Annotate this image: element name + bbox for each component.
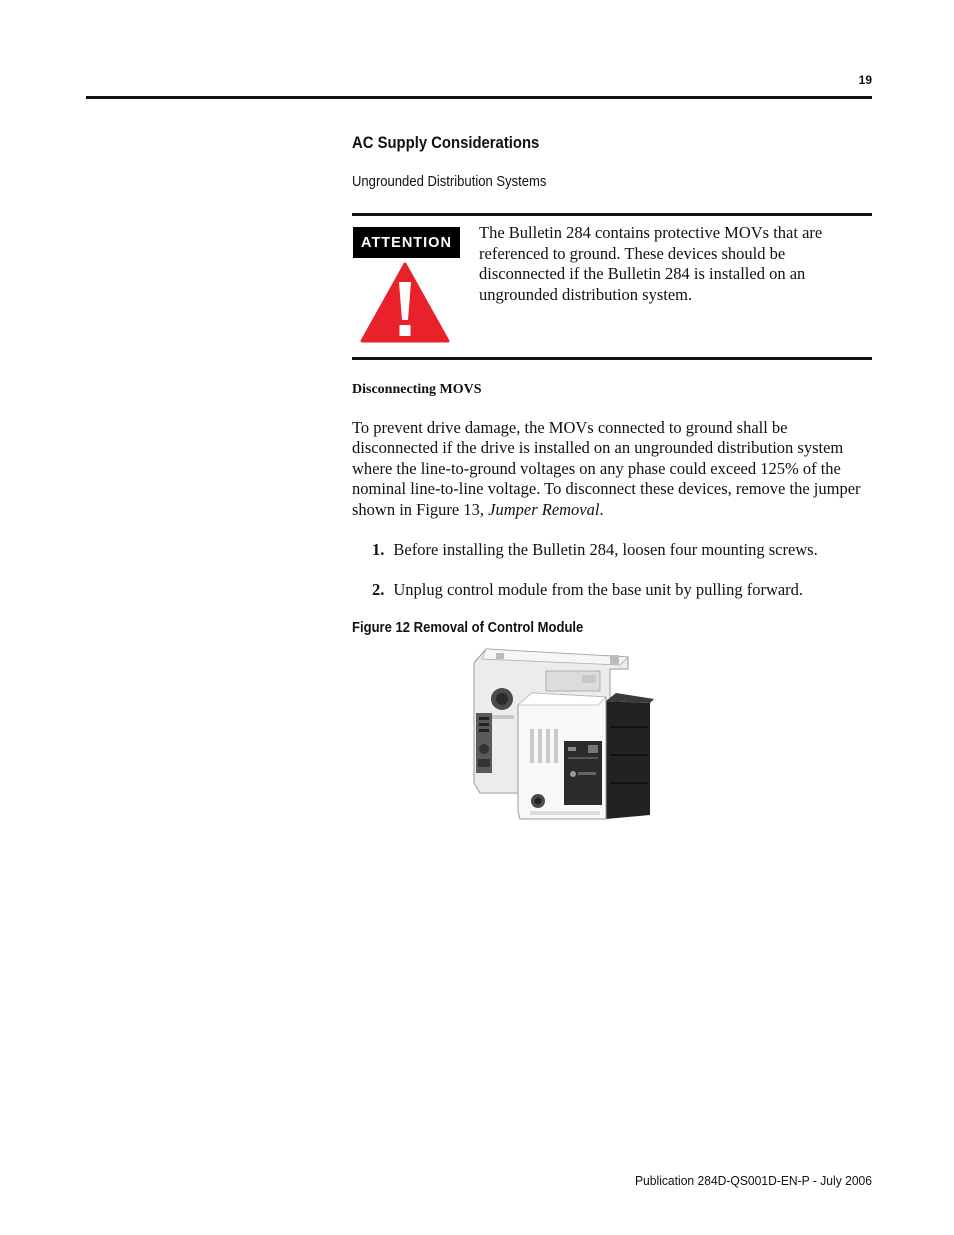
step-number: 2. [372, 580, 385, 599]
body-paragraph [352, 418, 872, 520]
section-heading: AC Supply Considerations [352, 134, 540, 152]
attention-badge: ATTENTION [353, 227, 460, 258]
attention-rule-top [352, 213, 872, 216]
control-module-illustration [460, 643, 660, 829]
warning-triangle-icon [360, 262, 450, 343]
step-item [372, 580, 803, 600]
figure-reference: Jumper Removal [488, 499, 600, 519]
page-number: 19 [858, 73, 872, 87]
header-rule [86, 96, 872, 99]
step-item [372, 540, 818, 560]
step-number: 1. [372, 540, 385, 559]
attention-text: The Bulletin 284 contains protective MOVs that are referenced to ground. These devices should be disconnected if the Bulletin 284 is installed on an ungrounded distribution system. [479, 223, 823, 304]
figure-caption: Figure 12 Removal of Control Module [352, 620, 584, 636]
step-text: Unplug control module from the base unit by pulling forward. [393, 580, 804, 599]
footer-publication: Publication 284D-QS001D-EN-P - July 2006 [634, 1173, 872, 1188]
body-paragraph-end: . [599, 499, 604, 519]
movs-heading: Disconnecting MOVS [352, 382, 482, 397]
attention-rule-bottom [352, 357, 872, 360]
step-text: Before installing the Bulletin 284, loosen four mounting screws. [393, 540, 818, 559]
body-paragraph-text: To prevent drive damage, the MOVs connected to ground shall be disconnected if the drive is installed on an ungrounded distribution system where the line-to-ground voltages on any phase could exceed 125% of the nominal line-to-line voltage. To disconnect these devices, remove the jumper shown in Figure 13, [352, 418, 861, 519]
section-subheading: Ungrounded Distribution Systems [352, 174, 547, 190]
